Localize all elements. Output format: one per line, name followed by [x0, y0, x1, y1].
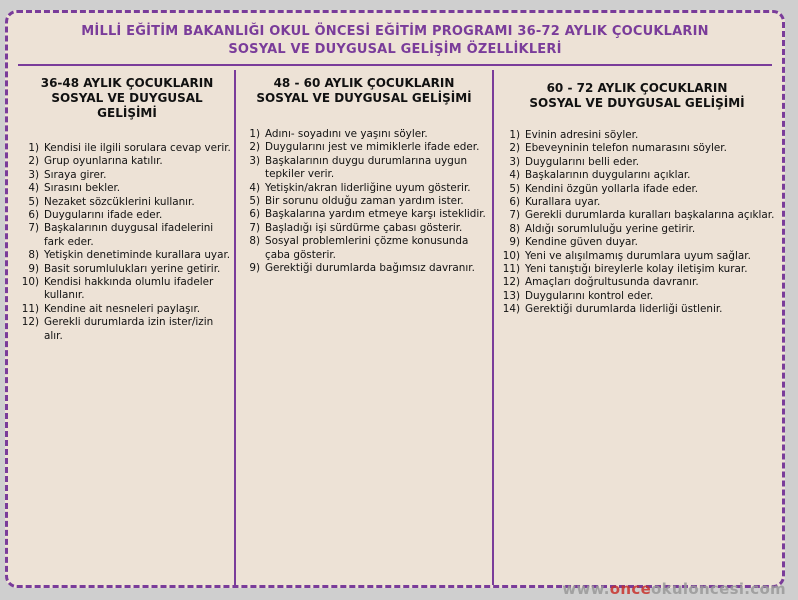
item-number: 5)	[28, 195, 39, 208]
item-number: 14)	[502, 303, 520, 316]
item-number: 11)	[21, 302, 39, 315]
item-number: 12)	[502, 276, 520, 289]
item-number: 3)	[28, 168, 39, 181]
list-item	[20, 169, 234, 182]
list-item	[496, 196, 778, 209]
watermark	[562, 580, 786, 598]
heading-line: SOSYAL VE DUYGUSAL	[51, 91, 203, 105]
list-item	[20, 316, 234, 343]
list-item	[496, 303, 778, 316]
item-number: 9)	[509, 236, 520, 249]
item-number: 1)	[509, 129, 520, 141]
item-number: 6)	[249, 208, 260, 221]
item-text: Duygularını ifade eder.	[44, 209, 163, 222]
item-text: Duygularını kontrol eder.	[525, 289, 654, 302]
item-number: 2)	[509, 142, 520, 155]
item-text: Sosyal problemlerini çözme konusunda çaba gösterir.	[265, 235, 469, 261]
list-item	[236, 235, 492, 262]
title-line-2: SOSYAL VE DUYGUSAL GELİŞİM ÖZELLİKLERİ	[228, 42, 562, 57]
list-item	[20, 209, 234, 222]
item-text: Kendisi ile ilgili sorulara cevap verir.	[44, 142, 231, 154]
list-item	[496, 223, 778, 236]
item-text: Gerektiği durumlarda liderliği üstlenir.	[525, 303, 723, 316]
item-number: 8)	[28, 249, 39, 262]
item-text: Grup oyunlarına katılır.	[44, 155, 163, 168]
column-60-72	[496, 70, 778, 585]
list-item	[20, 222, 234, 249]
item-text: Kendine güven duyar.	[525, 236, 638, 249]
heading-line: GELİŞİMİ	[97, 106, 157, 120]
item-number: 9)	[249, 262, 260, 275]
item-text: Gerekli durumlarda izin ister/izin alır.	[44, 316, 214, 342]
item-text: Sırasını bekler.	[44, 182, 121, 195]
item-number: 11)	[502, 263, 520, 276]
item-number: 6)	[509, 196, 520, 209]
list-item	[496, 183, 778, 196]
document-title	[8, 23, 782, 59]
title-divider	[18, 64, 772, 66]
item-number: 7)	[509, 209, 520, 222]
list-item	[236, 195, 492, 208]
list-item	[236, 222, 492, 235]
item-list	[236, 128, 492, 275]
item-text: Aldığı sorumluluğu yerine getirir.	[525, 222, 696, 235]
item-text: Yetişkin/akran liderliğine uyum gösterir.	[265, 181, 471, 194]
item-number: 4)	[28, 182, 39, 195]
item-text: Duygularını belli eder.	[525, 155, 640, 168]
heading-line: 48 - 60 AYLIK ÇOCUKLARIN	[273, 76, 455, 90]
item-text: Ebeveyninin telefon numarasını söyler.	[525, 142, 727, 155]
list-item	[20, 142, 234, 155]
item-text: Başladığı işi sürdürme çabası gösterir.	[265, 221, 463, 234]
item-text: Kendisi hakkında olumlu ifadeler kullanır.	[44, 276, 214, 302]
list-item	[20, 249, 234, 262]
item-number: 10)	[502, 249, 520, 262]
item-text: Yeni tanıştığı bireylerle kolay iletişim kurar.	[525, 263, 748, 276]
item-number: 5)	[249, 195, 260, 208]
item-number: 6)	[28, 209, 39, 222]
item-number: 5)	[509, 182, 520, 195]
watermark-brand: once	[609, 580, 652, 598]
item-text: Basit sorumlulukları yerine getirir.	[44, 262, 221, 275]
document-sheet	[5, 10, 785, 588]
list-item	[496, 142, 778, 155]
item-list	[20, 142, 234, 343]
list-item	[236, 155, 492, 182]
item-text: Başkalarının duygularını açıklar.	[525, 169, 691, 182]
item-text: Amaçları doğrultusunda davranır.	[525, 276, 699, 289]
list-item	[496, 236, 778, 249]
item-text: Kurallara uyar.	[525, 196, 601, 209]
item-text: Bir sorunu olduğu zaman yardım ister.	[265, 195, 464, 208]
column-heading	[20, 76, 234, 121]
list-item	[236, 182, 492, 195]
item-text: Yeni ve alışılmamış durumlara uyum sağlar.	[525, 249, 751, 262]
list-item	[496, 156, 778, 169]
item-text: Gerektiği durumlarda bağımsız davranır.	[265, 262, 475, 275]
watermark-post: okuloncesi.com	[651, 580, 786, 598]
item-text: Kendini özgün yollarla ifade eder.	[525, 182, 699, 195]
heading-line: 36-48 AYLIK ÇOCUKLARIN	[40, 76, 214, 90]
list-item	[236, 262, 492, 275]
item-text: Başkalarının duygusal ifadelerini fark eder.	[44, 222, 214, 248]
heading-line: SOSYAL VE DUYGUSAL GELİŞİMİ	[529, 96, 745, 110]
item-list	[496, 129, 778, 317]
list-item	[496, 129, 778, 142]
column-heading	[496, 81, 778, 111]
list-item	[20, 303, 234, 316]
list-item	[496, 276, 778, 289]
item-number: 1)	[28, 142, 39, 154]
heading-line: 60 - 72 AYLIK ÇOCUKLARIN	[546, 81, 728, 95]
item-text: Gerekli durumlarda kuralları başkalarına açıklar.	[525, 209, 775, 222]
list-item	[20, 263, 234, 276]
item-text: Kendine ait nesneleri paylaşır.	[44, 302, 201, 315]
item-text: Başkalarının duygu durumlarına uygun tepkiler verir.	[265, 154, 468, 181]
item-number: 12)	[21, 316, 39, 329]
item-number: 1)	[249, 128, 260, 140]
list-item	[496, 290, 778, 303]
column-heading	[236, 76, 492, 106]
list-item	[20, 182, 234, 195]
item-text: Nezaket sözcüklerini kullanır.	[44, 195, 195, 208]
item-number: 2)	[28, 155, 39, 168]
item-text: Yetişkin denetiminde kurallara uyar.	[44, 249, 231, 262]
item-number: 3)	[249, 154, 260, 167]
heading-line: SOSYAL VE DUYGUSAL GELİŞİMİ	[256, 91, 472, 105]
list-item	[496, 169, 778, 182]
item-number: 10)	[21, 276, 39, 289]
list-item	[236, 141, 492, 154]
item-number: 7)	[28, 222, 39, 235]
item-text: Evinin adresini söyler.	[525, 129, 639, 141]
item-text: Sıraya girer.	[44, 168, 107, 181]
item-number: 9)	[28, 262, 39, 275]
watermark-pre: www.	[562, 580, 610, 598]
list-item	[496, 209, 778, 222]
item-number: 8)	[509, 222, 520, 235]
item-text: Adını- soyadını ve yaşını söyler.	[265, 128, 428, 140]
list-item	[20, 276, 234, 303]
column-48-60	[234, 70, 494, 585]
item-number: 4)	[249, 181, 260, 194]
item-number: 8)	[249, 235, 260, 248]
list-item	[496, 250, 778, 263]
list-item	[20, 155, 234, 168]
list-item	[20, 196, 234, 209]
title-line-1: MİLLİ EĞİTİM BAKANLIĞI OKUL ÖNCESİ EĞİTİM PROGRAMI 36-72 AYLIK ÇOCUKLARIN	[81, 24, 709, 39]
column-36-48	[20, 70, 234, 585]
list-item	[496, 263, 778, 276]
item-number: 4)	[509, 169, 520, 182]
list-item	[236, 128, 492, 141]
list-item	[236, 208, 492, 221]
item-number: 2)	[249, 141, 260, 154]
item-number: 3)	[509, 155, 520, 168]
item-text: Başkalarına yardım etmeye karşı isteklidir.	[265, 208, 486, 221]
item-number: 7)	[249, 221, 260, 234]
item-text: Duygularını jest ve mimiklerle ifade eder.	[265, 141, 480, 154]
item-number: 13)	[502, 289, 520, 302]
